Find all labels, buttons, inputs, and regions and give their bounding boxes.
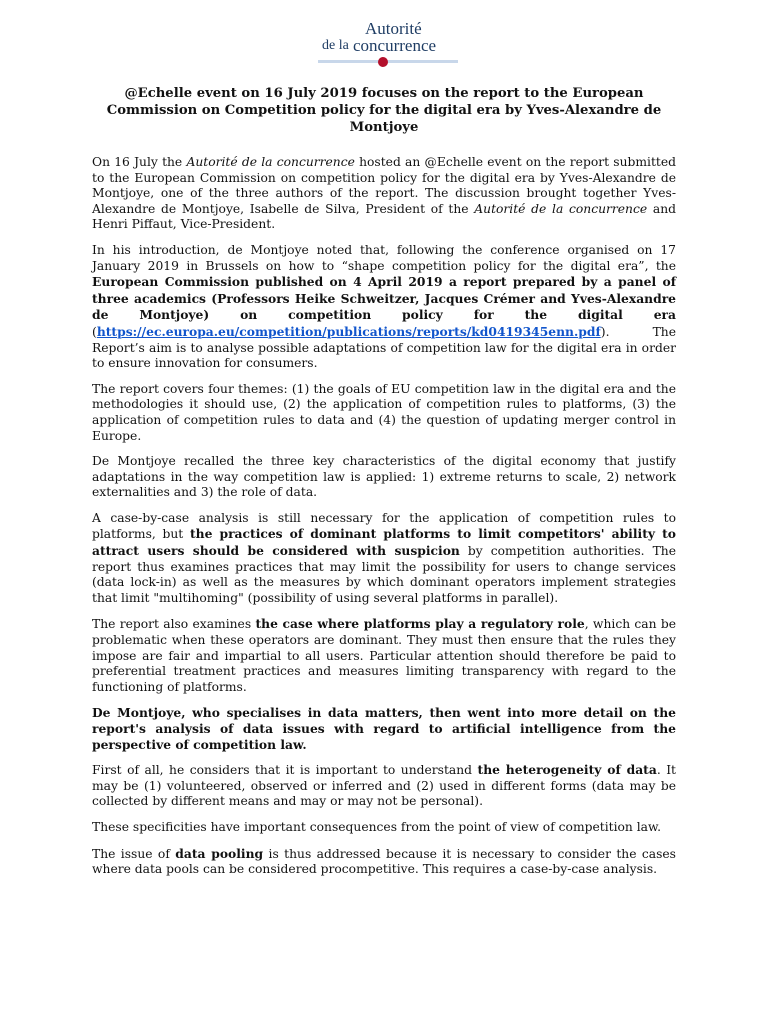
paragraph-7: De Montjoye, who specialises in data matters, then went into more detail on the report's analysis of data issues with regard to artificial intelligence from the perspective of competition law. [92,705,676,752]
p2-text-1: In his introduction, de Montjoye noted that, following the conference organised on 17 January 2019 in Brussels on how to “shape competition policy for the digital era”, the [92,242,676,273]
p6-bold-1: the case where platforms play a regulatory role [255,616,585,632]
p1-text-1: On 16 July the [92,155,187,169]
paragraph-2 [92,243,676,372]
p8-text-1: First of all, he considers that it is important to understand [92,763,478,778]
p6-text-1: The report also examines [92,617,256,632]
p8-bold-1: the heterogeneity of data [477,762,657,778]
report-pdf-link[interactable]: https://ec.europa.eu/competition/publications/reports/kd0419345enn.pdf [96,323,601,339]
paragraph-6 [92,616,676,695]
p5-bold-1: the practices of dominant platforms to limit competitors' ability to attract users should be considered with suspicion [92,526,676,559]
p5-text-1: A case-by-case analysis is still necessary for the application of competition rules to platforms, but [92,510,676,542]
p1-italic-2: Autorité de la concurrence [474,201,648,216]
p2-text-2: ( [92,324,97,339]
autorite-logo [318,4,458,70]
p10-text-1: The issue of [92,846,176,861]
p1-italic-1: Autorité de la concurrence [186,155,355,169]
p2-bold-1: European Commission published on 4 April 2019 a report prepared by a panel of three academics (Professors Heike Schweitzer, Jacques Crémer and Yves-Alexandre de Montjoye) on competition policy for the digital era [92,274,676,323]
p10-text-2: is thus addressed because it is necessary to consider the cases where data pools can be considered procompetitive. This requires a case-by-case analysis. [92,846,676,877]
p5-text-2: by competition authorities. The report thus examines practices that may limit the possibility for users to change services (data lock-in) as well as the measures by which dominant operators implement strategies that limit "multihoming" (possibility of using several platforms in parallel). [92,544,676,605]
logo-line2-small: de la [322,38,349,53]
p8-text-2: . It may be (1) volunteered, observed or inferred and (2) used in different forms (data may be collected by different means and may or may not be personal). [92,763,677,809]
paragraph-1 [92,155,676,233]
document-title: @Echelle event on 16 July 2019 focuses on the report to the European Commission on Competition policy for the digital era by Yves-Alexandre de Montjoye [106,86,662,135]
document-body [92,155,676,888]
p2-text-3: ). The Report’s aim is to analyse possible adaptations of competition law for the digital era in order to ensure innovation for consumers. [92,324,676,371]
paragraph-9: These specificities have important consequences from the point of view of competition law. [92,819,661,834]
paragraph-10 [92,846,676,878]
logo-line2-large: concurrence [353,36,437,55]
logo-line1: Autorité [365,19,422,38]
p1-text-3: and Henri Piffaut, Vice-President. [92,201,676,232]
paragraph-8 [92,762,676,810]
paragraph-4: De Montjoye recalled the three key characteristics of the digital economy that justify adaptations in the way competition law is applied: 1) extreme returns to scale, 2) network externalities and 3) the role of data. [92,454,676,500]
p10-bold-1: data pooling [175,845,264,861]
paragraph-5 [92,511,676,607]
logo-dot-icon [378,57,388,67]
p1-text-2: hosted an @Echelle event on the report submitted to the European Commission on competition policy for the digital era by Yves-Alexandre de Montjoye, one of the three authors of the report. The discussion brought together Yves-Alexandre de Montjoye, Isabelle de Silva, President of the [92,155,676,216]
logo-bar [318,60,458,63]
p6-text-2: , which can be problematic when these operators are dominant. They must then ensure that the rules they impose are fair and impartial to all users. Particular attention should therefore be paid to preferential treatment practices and measures limiting transparency with regard to the functioning of platforms. [92,617,676,694]
paragraph-3: The report covers four themes: (1) the goals of EU competition law in the digital era and the methodologies it should use, (2) the application of competition rules to platforms, (3) the application of competition rules to data and (4) the question of updating merger control in Europe. [92,381,676,443]
